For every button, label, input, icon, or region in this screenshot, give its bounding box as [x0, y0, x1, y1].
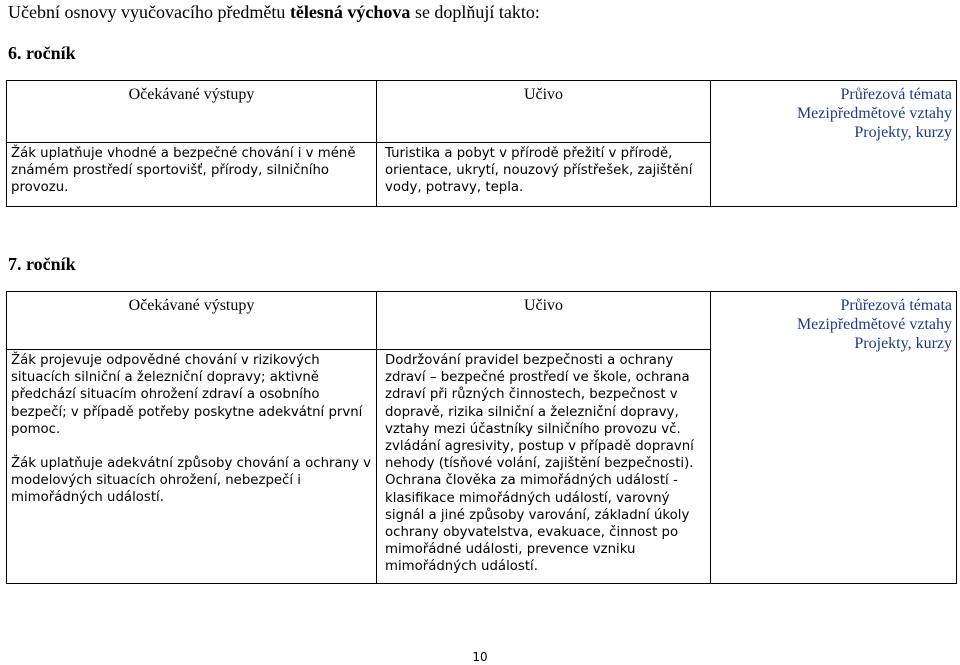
grade6-curriculum-item: Turistika a pobyt v přírodě přežití v přírodě, orientace, ukrytí, nouzový přístřešek, zajištění vody, potravy, tepla.: [385, 146, 693, 196]
grade7-outcome: Žák uplatňuje adekvátní způsoby chování a ochrany v modelových situacích ohrožení, nebezpečí i mimořádných událostí.: [11, 456, 372, 506]
grade7-curriculum-cell: [377, 350, 711, 584]
grade6-curriculum-cell: [377, 143, 711, 207]
grade7-header-row: [7, 292, 957, 350]
grade6-outcomes-cell: [7, 143, 377, 207]
cross-subject-label: Mezipředmětové vztahy: [796, 316, 952, 333]
grade6-header-curriculum: Učivo: [377, 81, 711, 143]
grade7-outcomes-cell: [7, 350, 377, 584]
intro-subject: tělesná výchova: [289, 2, 411, 22]
projects-label: Projekty, kurzy: [854, 335, 952, 352]
grade7-header-cross: [711, 292, 957, 584]
grade7-curriculum-item: Ochrana člověka za mimořádných událostí - klasifikace mimořádných událostí, varovný signál a jiné způsoby varování, základní úkoly ochrany obyvatelstva, evakuace, činnost po mimořádné události, prevence vzniku mimořádných událostí.: [385, 473, 690, 575]
grade7-curriculum-item: Dodržování pravidel bezpečnosti a ochrany zdraví – bezpečné prostředí ve škole, ochrana zdraví při různých činnostech, bezpečnost v dopravě, rizika silniční a železniční dopravy, vztahy mezi účastníky silničního provozu vč. zvládání agresivity, postup v případě dopravní nehody (tísňové volání, zajištění bezpečnosti).: [385, 353, 694, 472]
grade6-outcome: Žák uplatňuje vhodné a bezpečné chování i v méně známém prostředí sportovišť, přírody, silničního provozu.: [11, 146, 356, 196]
grade6-header-outcomes: Očekávané výstupy: [7, 81, 377, 143]
grade7-header-curriculum: Učivo: [377, 292, 711, 350]
intro-text-before: Učební osnovy vyučovacího předmětu: [8, 2, 290, 22]
projects-label: Projekty, kurzy: [854, 124, 952, 141]
grade6-table: [6, 80, 957, 207]
cross-topics-label: Průřezová témata: [840, 86, 952, 103]
grade7-table: [6, 291, 957, 584]
grade7-outcome: Žák projevuje odpovědné chování v rizikových situacích silniční a železniční dopravy; aktivně předchází situacím ohrožení zdraví a osobního bezpečí; v případě potřeby poskytne adekvátní první pomoc.: [11, 353, 363, 437]
cross-subject-label: Mezipředmětové vztahy: [796, 105, 952, 122]
grade7-title: 7. ročník: [8, 254, 76, 274]
cross-topics-label: Průřezová témata: [840, 297, 952, 314]
intro-text-after: se doplňují takto:: [410, 2, 540, 22]
page-number: 10: [472, 650, 488, 664]
intro-sentence: [8, 2, 540, 23]
grade6-header-cross: [711, 81, 957, 207]
grade6-header-row: [7, 81, 957, 143]
grade7-header-outcomes: Očekávané výstupy: [7, 292, 377, 350]
grade6-title: 6. ročník: [8, 43, 76, 63]
